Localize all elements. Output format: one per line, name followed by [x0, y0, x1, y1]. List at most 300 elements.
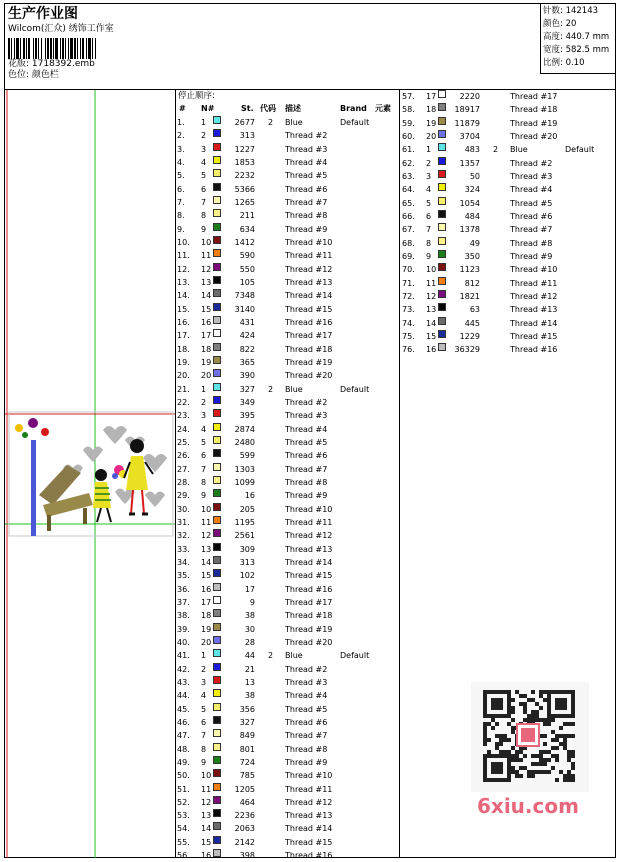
stop-seq: 35.	[177, 571, 190, 581]
qr-module	[519, 758, 523, 762]
needle-number: 16	[201, 851, 212, 861]
thread-description: Thread #4	[285, 691, 328, 701]
needle-number: 12	[201, 531, 212, 541]
qr-module	[571, 754, 575, 758]
qr-module	[555, 778, 559, 782]
stop-seq: 26.	[177, 451, 190, 461]
qr-module	[483, 766, 487, 770]
stitch-count: 50	[469, 171, 480, 181]
qr-module	[495, 714, 499, 718]
stitch-count: 634	[239, 224, 255, 234]
stop-seq: 28.	[177, 477, 190, 487]
thread-description: Thread #3	[285, 411, 328, 421]
needle-number: 1	[201, 384, 207, 394]
qr-module	[539, 758, 543, 762]
barcode	[8, 38, 114, 59]
qr-module	[487, 722, 491, 726]
thread-description: Thread #9	[285, 224, 328, 234]
color-swatch	[213, 503, 221, 511]
qr-module	[487, 738, 491, 742]
stitch-count: 30	[244, 624, 255, 634]
qr-module	[495, 766, 499, 770]
stop-row	[175, 769, 399, 782]
thread-description: Thread #8	[285, 744, 328, 754]
qr-module	[491, 778, 495, 782]
design-height: 高度: 440.7 mm	[543, 32, 610, 42]
thread-description: Thread #14	[285, 557, 333, 567]
qr-module	[511, 698, 515, 702]
color-swatch	[213, 636, 221, 644]
stitch-count: 484	[464, 211, 480, 221]
color-swatch	[213, 676, 221, 684]
color-swatch	[213, 663, 221, 671]
qr-module	[559, 698, 563, 702]
thread-description: Thread #11	[285, 784, 333, 794]
color-swatch	[213, 716, 221, 724]
qr-module	[511, 770, 515, 774]
color-swatch	[213, 343, 221, 351]
stitch-count: 2142	[234, 837, 255, 847]
qr-module	[491, 766, 495, 770]
stop-row	[175, 436, 399, 449]
stitch-count: 2063	[234, 824, 255, 834]
needle-number: 5	[201, 437, 207, 447]
thread-description: Thread #16	[285, 584, 333, 594]
qr-module	[507, 690, 511, 694]
thread-brand: Default	[565, 145, 595, 155]
qr-module	[483, 754, 487, 758]
qr-module	[499, 706, 503, 710]
qr-module	[507, 758, 511, 762]
needle-number: 8	[426, 238, 432, 248]
qr-module	[503, 714, 507, 718]
thread-description: Thread #20	[285, 637, 333, 647]
stitch-count: 2677	[234, 118, 255, 127]
stop-row	[175, 543, 399, 556]
stop-row	[175, 236, 399, 249]
stop-row	[175, 529, 399, 542]
color-swatch	[213, 489, 221, 497]
stitch-count: 211	[239, 211, 255, 221]
color-swatch	[213, 809, 221, 817]
needle-number: 6	[201, 717, 207, 727]
qr-module	[491, 726, 495, 730]
thread-description: Thread #16	[285, 851, 333, 861]
needle-number: 2	[201, 397, 207, 407]
stop-seq: 11.	[177, 251, 190, 261]
stitch-count: 17	[244, 584, 255, 594]
qr-module	[535, 702, 539, 706]
stop-seq: 43.	[177, 677, 190, 687]
thread-description: Thread #2	[285, 664, 328, 674]
stitch-count: 13	[244, 677, 255, 687]
qr-module	[563, 714, 567, 718]
thread-description: Thread #8	[285, 211, 328, 221]
stop-row	[175, 449, 399, 462]
color-swatch	[438, 330, 446, 338]
qr-module	[519, 702, 523, 706]
stop-row	[175, 463, 399, 476]
qr-module	[495, 734, 499, 738]
stop-seq: 57.	[402, 92, 415, 101]
stop-row	[175, 356, 399, 369]
stitch-count: 1227	[234, 144, 255, 154]
needle-number: 7	[201, 197, 207, 207]
stitch-count: 针数: 142143	[543, 6, 599, 16]
qr-module	[539, 762, 543, 766]
qr-module	[535, 770, 539, 774]
qr-module	[499, 750, 503, 754]
color-swatch	[213, 649, 221, 657]
embroidery-artwork	[15, 418, 167, 536]
stitch-count: 398	[239, 851, 255, 861]
thread-description: Thread #6	[510, 211, 553, 221]
qr-module	[483, 710, 487, 714]
stitch-count: 390	[239, 371, 255, 381]
qr-module	[547, 770, 551, 774]
qr-module	[535, 710, 539, 714]
stitch-count: 724	[239, 757, 255, 767]
color-swatch	[213, 409, 221, 417]
stop-seq: 40.	[177, 637, 190, 647]
needle-number: 8	[201, 744, 207, 754]
stop-row	[400, 143, 620, 156]
needle-number: 17	[426, 92, 437, 101]
qr-module	[483, 770, 487, 774]
qr-module	[555, 702, 559, 706]
color-swatch	[213, 849, 221, 857]
stop-seq: 44.	[177, 691, 190, 701]
qr-module	[515, 750, 519, 754]
thread-description: Thread #3	[285, 144, 328, 154]
needle-number: 5	[426, 198, 432, 208]
stop-seq: 37.	[177, 597, 190, 607]
color-swatch	[213, 769, 221, 777]
qr-module	[571, 762, 575, 766]
design-file-label: 花版: 1718392.emb	[8, 59, 95, 69]
qr-module	[571, 702, 575, 706]
stop-seq: 45.	[177, 704, 190, 714]
color-swatch	[213, 236, 221, 244]
color-swatch	[213, 169, 221, 177]
qr-module	[551, 746, 555, 750]
col-element-header: 元素	[375, 104, 391, 113]
color-swatch	[438, 343, 446, 351]
color-swatch	[213, 423, 221, 431]
qr-module	[567, 770, 571, 774]
qr-module	[495, 742, 499, 746]
qr-module	[511, 754, 515, 758]
needle-number: 1	[201, 651, 207, 661]
qr-module	[483, 714, 487, 718]
stop-seq: 53.	[177, 811, 190, 821]
qr-module	[515, 770, 519, 774]
qr-module	[523, 710, 527, 714]
stop-row	[175, 196, 399, 209]
stitch-count: 3704	[459, 131, 480, 141]
worksheet	[4, 3, 616, 861]
needle-number: 1	[201, 118, 207, 127]
qr-module	[495, 762, 499, 766]
needle-number: 14	[201, 824, 212, 834]
color-swatch	[213, 249, 221, 257]
stop-seq: 68.	[402, 238, 415, 248]
stop-row	[400, 210, 620, 223]
thread-description: Thread #3	[510, 171, 553, 181]
thread-description: Thread #16	[510, 345, 558, 355]
color-swatch	[213, 783, 221, 791]
thread-description: Thread #8	[285, 477, 328, 487]
stitch-count: 313	[239, 131, 255, 141]
stop-seq: 51.	[177, 784, 190, 794]
needle-number: 7	[426, 225, 432, 235]
needle-number: 19	[426, 118, 437, 128]
stop-row	[175, 396, 399, 409]
color-swatch	[213, 703, 221, 711]
stop-seq: 5.	[177, 171, 185, 181]
qr-module	[495, 702, 499, 706]
color-swatch	[213, 529, 221, 537]
stop-row	[400, 157, 620, 170]
stop-row	[400, 277, 620, 290]
needle-number: 9	[201, 491, 207, 501]
qr-module	[567, 750, 571, 754]
color-swatch	[213, 369, 221, 377]
stop-seq: 72.	[402, 291, 415, 301]
qr-module	[523, 702, 527, 706]
stop-row	[175, 516, 399, 529]
color-swatch	[438, 157, 446, 165]
thread-description: Thread #17	[285, 331, 333, 341]
thread-description: Thread #7	[285, 464, 328, 474]
color-swatch	[213, 396, 221, 404]
color-swatch	[438, 303, 446, 311]
stop-row	[175, 116, 399, 129]
qr-module	[571, 778, 575, 782]
stop-row	[175, 809, 399, 822]
thread-brand: Default	[340, 384, 370, 394]
stop-row	[175, 729, 399, 742]
qr-module	[499, 698, 503, 702]
thread-description: Thread #12	[285, 531, 333, 541]
qr-module	[563, 746, 567, 750]
color-swatch	[213, 556, 221, 564]
stop-seq: 46.	[177, 717, 190, 727]
stop-row	[175, 263, 399, 276]
thread-description: Thread #17	[510, 92, 558, 101]
qr-module	[571, 706, 575, 710]
qr-module	[499, 762, 503, 766]
thread-description: Thread #14	[285, 291, 333, 301]
qr-module	[563, 722, 567, 726]
qr-module	[483, 706, 487, 710]
color-swatch	[213, 476, 221, 484]
stitch-count: 16	[244, 491, 255, 501]
qr-code	[471, 682, 589, 812]
qr-module	[527, 774, 531, 778]
needle-number: 16	[201, 584, 212, 594]
stop-row	[175, 289, 399, 302]
thread-description: Thread #13	[285, 544, 333, 554]
needle-number: 15	[201, 837, 212, 847]
qr-module	[511, 710, 515, 714]
qr-module	[483, 726, 487, 730]
qr-module	[539, 706, 543, 710]
stitch-count: 1099	[234, 477, 255, 487]
qr-module	[547, 718, 551, 722]
company-name: Wilcom(汇众) 绣饰工作室	[8, 24, 114, 34]
color-swatch	[213, 183, 221, 191]
thread-description: Thread #15	[285, 304, 333, 314]
qr-module	[555, 738, 559, 742]
needle-number: 4	[201, 691, 207, 701]
color-swatch	[438, 130, 446, 138]
stop-seq: 61.	[402, 145, 415, 155]
qr-module	[519, 694, 523, 698]
stop-row	[175, 156, 399, 169]
stop-row	[175, 783, 399, 796]
stitch-count: 36329	[454, 345, 480, 355]
stop-seq: 76.	[402, 345, 415, 355]
thread-description: Thread #3	[285, 677, 328, 687]
qr-module	[551, 766, 555, 770]
thread-description: Thread #15	[285, 837, 333, 847]
stop-row	[175, 316, 399, 329]
color-swatch	[438, 117, 446, 125]
needle-number: 15	[426, 331, 437, 341]
stop-row	[175, 329, 399, 342]
stop-sequence-column-1: 停止顺序: # N# St. 代码 描述 Brand 元素 1. 1 2677 2 Blue Default 2. 2 313 Thread #2 3. 3 1227 Thread #3 4. 4 1853 Thread #4 5. 5 2232 Thread #5 6. 6 5366 Thread #6 7. 7 1265 Thread #7 8. 8 211 Thread #8 9. 9 634 Thread #9 10. 10 1412 Thread #10 11. 11 590 Thread #11 12. 12 550 Thread #12 13. 13 105 Thread #13 14. 14 7348 Thread #14 15. 15 3140 Thread #15 16. 16 431 Thread #16 17. 17 424 Thread #17 18. 18 822 Thread #18 19. 19 365 Thread #19 20. 20 390 Thread #20 21. 1 327 2 Blue Default 22. 2 349 Thread #2 23. 3 395 Thread #3 24. 4 2874 Thread #4 25. 5 2480 Thread #5 26. 6 599 Thread #6 27. 7 1303 Thread #7 28. 8 1099 Thread #8 29. 9 16 Thread #9 30. 10 205 Thread #10 31. 11 1195 Thread #11 32. 12 2561 Thread #12 33. 13 309 Thread #13 34. 14 313 Thread #14 35. 15 102 Thread #15 36. 16 17 Thread #16 37. 17 9 Thread #17 38. 18 38 Thread #18 39. 19 30 Thread #19 40. 20 28 Thread #20 41. 1 44 2 Blue Default 42. 2 21 Thread #2 43. 3 13 Thread #3 44. 4 38 Thread #4 45. 5 356 Thread #5 46. 6 327 Thread #6 47. 7 849 Thread #7 48. 8 801 Thread #8 49. 9 724 Thread #9 50. 10 785 Thread #10 51. 11 1205 Thread #11 52. 12 464 Thread #12 53. 13 2236 Thread #13 54. 14 2063 Thread #14 55. 15 2142 Thread #15 56. 16 398 Thread #16	[175, 90, 400, 858]
thread-description: Thread #9	[510, 251, 553, 261]
stats-box	[540, 4, 615, 74]
stitch-count: 599	[239, 451, 255, 461]
stop-seq: 22.	[177, 397, 190, 407]
stitch-count: 327	[239, 717, 255, 727]
qr-module	[571, 750, 575, 754]
thread-description: Thread #12	[510, 291, 558, 301]
qr-module	[571, 766, 575, 770]
qr-module	[535, 714, 539, 718]
stop-seq: 1.	[177, 118, 185, 127]
stitch-count: 1378	[459, 225, 480, 235]
qr-module	[539, 694, 543, 698]
stop-seq: 73.	[402, 305, 415, 315]
stop-row	[175, 836, 399, 849]
qr-module	[567, 778, 571, 782]
qr-module	[483, 758, 487, 762]
qr-module	[523, 706, 527, 710]
header	[5, 4, 615, 90]
qr-module	[483, 698, 487, 702]
qr-module	[547, 750, 551, 754]
stop-seq: 64.	[402, 185, 415, 195]
qr-module	[495, 754, 499, 758]
qr-module	[491, 770, 495, 774]
stitch-count: 44	[244, 651, 255, 661]
color-swatch	[438, 197, 446, 205]
qr-module	[571, 690, 575, 694]
qr-module	[551, 730, 555, 734]
qr-module	[531, 698, 535, 702]
stitch-count: 327	[239, 384, 255, 394]
qr-module	[519, 750, 523, 754]
thread-description: Thread #6	[285, 184, 328, 194]
stitch-count: 2220	[459, 92, 480, 101]
qr-module	[495, 690, 499, 694]
stop-seq: 12.	[177, 264, 190, 274]
qr-module	[511, 766, 515, 770]
qr-module	[547, 722, 551, 726]
stop-seq: 41.	[177, 651, 190, 661]
qr-module	[567, 758, 571, 762]
qr-module	[487, 690, 491, 694]
qr-module	[571, 714, 575, 718]
stop-row	[175, 743, 399, 756]
design-width: 宽度: 582.5 mm	[543, 45, 610, 55]
thread-description: Thread #18	[285, 344, 333, 354]
stitch-count: 1412	[234, 237, 255, 247]
qr-module	[531, 710, 535, 714]
stop-row	[175, 849, 399, 862]
thread-code: 2	[493, 145, 499, 155]
stop-row	[175, 409, 399, 422]
thread-description: Thread #5	[285, 437, 328, 447]
stitch-count: 324	[464, 185, 480, 195]
qr-module	[547, 690, 551, 694]
thread-description: Thread #10	[285, 504, 333, 514]
needle-number: 3	[426, 171, 432, 181]
thread-description: Thread #16	[285, 317, 333, 327]
stitch-count: 2232	[234, 171, 255, 181]
stitch-count: 431	[239, 317, 255, 327]
qr-module	[499, 766, 503, 770]
qr-module	[551, 690, 555, 694]
color-swatch	[438, 183, 446, 191]
qr-module	[527, 718, 531, 722]
qr-module	[499, 754, 503, 758]
thread-description: Thread #18	[510, 105, 558, 115]
stop-seq: 31.	[177, 517, 190, 527]
stop-row	[400, 197, 620, 210]
needle-number: 13	[201, 811, 212, 821]
qr-module	[563, 690, 567, 694]
thread-description: Thread #13	[285, 277, 333, 287]
color-swatch	[213, 116, 221, 124]
qr-module	[487, 778, 491, 782]
qr-module	[487, 754, 491, 758]
stop-row	[400, 223, 620, 236]
qr-module	[523, 754, 527, 758]
col-brand-header: Brand	[340, 104, 367, 113]
thread-description: Thread #7	[510, 225, 553, 235]
stitch-count: 445	[464, 318, 480, 328]
stop-row	[175, 623, 399, 636]
color-swatch	[213, 223, 221, 231]
stitch-count: 785	[239, 771, 255, 781]
qr-module	[503, 690, 507, 694]
stitch-count: 849	[239, 731, 255, 741]
stop-seq: 59.	[402, 118, 415, 128]
qr-module	[535, 718, 539, 722]
stop-row	[400, 117, 620, 130]
stop-seq: 23.	[177, 411, 190, 421]
stop-seq: 17.	[177, 331, 190, 341]
thread-description: Thread #10	[285, 237, 333, 247]
qr-module	[495, 778, 499, 782]
needle-number: 12	[201, 264, 212, 274]
stop-seq: 71.	[402, 278, 415, 288]
color-swatch	[213, 436, 221, 444]
